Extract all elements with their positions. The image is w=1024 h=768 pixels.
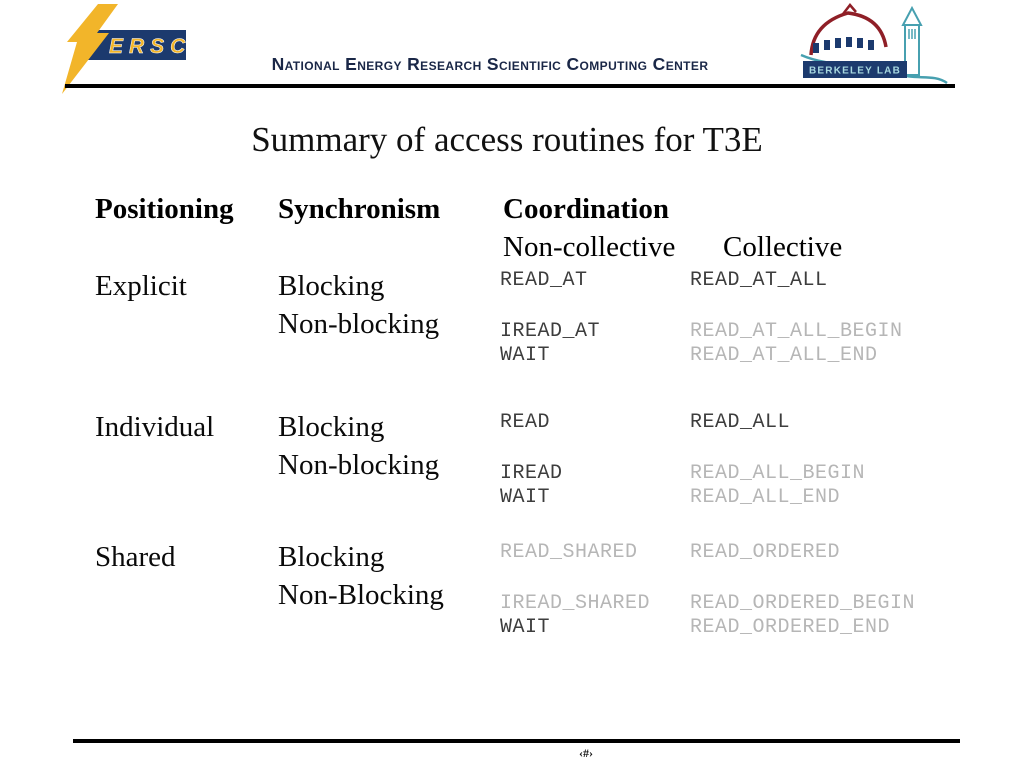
routine: IREAD [500, 462, 563, 485]
page-title: Summary of access routines for T3E [251, 120, 763, 159]
org-name: National Energy Research Scientific Computing Center [271, 54, 709, 74]
routine: READ_ALL [690, 411, 791, 434]
positioning-shared: Shared [95, 541, 176, 573]
nersc-wordmark: ERSC [109, 35, 192, 58]
sync-blocking: Blocking [278, 270, 385, 302]
header-rule [65, 84, 955, 88]
routine: READ_AT_ALL_END [690, 344, 878, 367]
berkeley-lab-logo [793, 3, 953, 93]
sync-non-blocking: Non-blocking [278, 449, 440, 481]
col-header-positioning: Positioning [95, 193, 234, 225]
col-header-coordination: Coordination [503, 193, 669, 225]
berkeley-lab-label: BERKELEY LAB [808, 65, 902, 77]
routine: READ_SHARED [500, 541, 638, 564]
routine: READ_AT_ALL_BEGIN [690, 320, 903, 343]
positioning-explicit: Explicit [95, 270, 187, 302]
routine: READ_ORDERED [690, 541, 841, 564]
footer-rule [73, 739, 960, 743]
nersc-logo [52, 4, 192, 94]
col-header-synchronism: Synchronism [278, 193, 441, 225]
routine: WAIT [500, 486, 551, 509]
routine: READ_ORDERED_BEGIN [690, 592, 916, 615]
routine: WAIT [500, 344, 551, 367]
col-header-non-collective: Non-collective [503, 231, 676, 263]
routine: READ_ALL_BEGIN [690, 462, 866, 485]
col-header-collective: Collective [723, 231, 843, 263]
dome-windows [813, 37, 874, 53]
routine: READ_ORDERED_END [690, 616, 891, 639]
routine: IREAD_AT [500, 320, 601, 343]
dome-outline [811, 13, 886, 55]
routine: READ_AT_ALL [690, 269, 828, 292]
routine: READ_AT [500, 269, 588, 292]
positioning-individual: Individual [95, 411, 215, 443]
routine: READ_ALL_END [690, 486, 841, 509]
sync-blocking: Blocking [278, 541, 385, 573]
sync-non-blocking: Non-Blocking [278, 579, 444, 611]
sync-blocking: Blocking [278, 411, 385, 443]
routine: IREAD_SHARED [500, 592, 651, 615]
routine: WAIT [500, 616, 551, 639]
slide-number-placeholder: ‹#› [579, 746, 593, 760]
sync-non-blocking: Non-blocking [278, 308, 440, 340]
routine: READ [500, 411, 551, 434]
